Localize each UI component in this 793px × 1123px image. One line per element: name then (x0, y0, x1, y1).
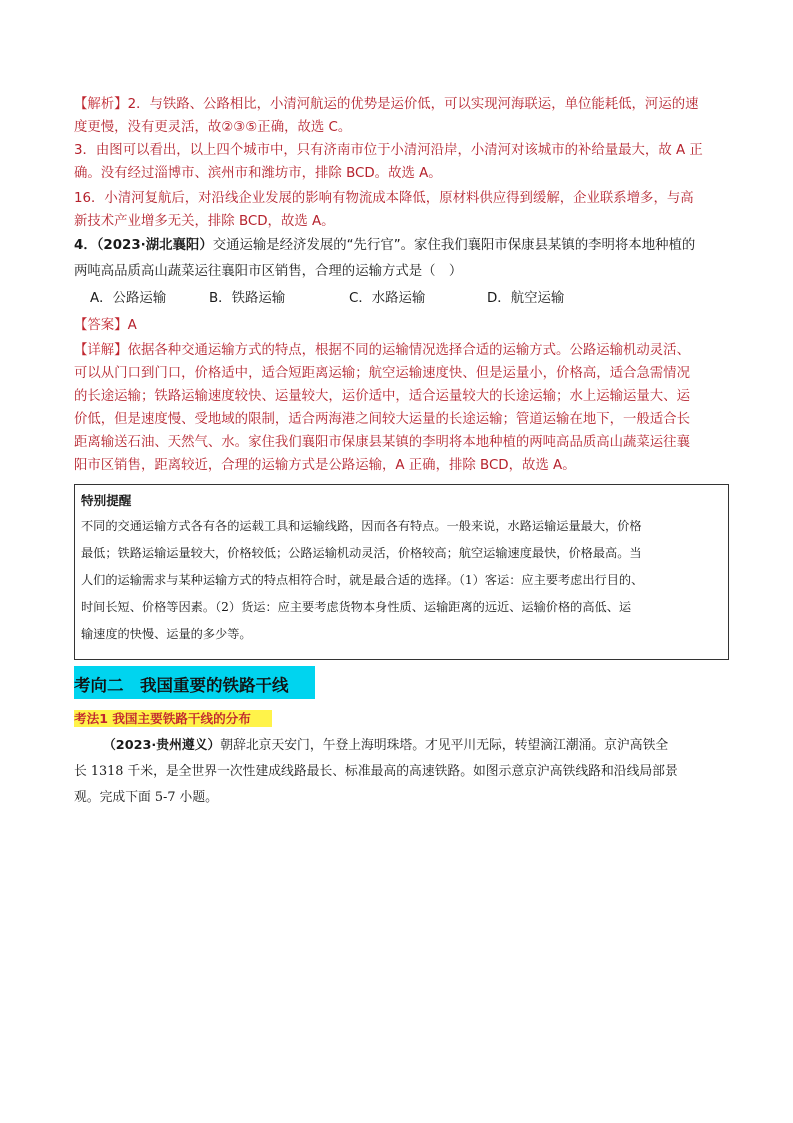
detail-line-6: 阳市区销售，距离较近，合理的运输方式是公路运输，A 正确，排除 BCD，故选 A。 (74, 458, 576, 473)
analysis-line-1 (74, 95, 699, 115)
analysis-line-2: 度更慢，没有更灵活，故②③⑤正确，故选 C。 (74, 120, 352, 135)
note-title: 特别提醒 (81, 493, 132, 508)
analysis-line-4: 确。没有经过淄博市、滨州市和潍坊市，排除 BCD。故选 A。 (74, 166, 442, 181)
answer-value: A (127, 318, 137, 333)
option-b: B．铁路运输 (209, 291, 286, 306)
section-question-source: （2023·贵州遵义） (103, 738, 221, 753)
note-line-5: 输速度的快慢、运量的多少等。 (81, 627, 252, 641)
detail-line-1 (74, 341, 690, 361)
section-question-line-3: 观。完成下面 5-7 小题。 (74, 790, 218, 805)
detail-line-3: 的长途运输；铁路运输速度较快、运量较大，运价适中，适合运量较大的长途运输；水上运输运量大、运 (74, 389, 690, 404)
analysis-tag: 【解析】 (74, 97, 128, 112)
answer-line (74, 316, 137, 336)
note-line-1: 不同的交通运输方式各有各的运载工具和运输线路，因而各有特点。一般来说，水路运输运量最大，价格 (81, 519, 642, 533)
subheading-title: 考法1 我国主要铁路干线的分布 (74, 711, 251, 726)
special-reminder-box (74, 484, 729, 660)
option-a: A．公路运输 (90, 291, 167, 306)
analysis-line-3: 3．由图可以看出，以上四个城市中，只有济南市位于小清河沿岸，小清河对该城市的补给量最大，故 A 正 (74, 143, 703, 158)
detail-line-4: 价低，但是速度慢、受地域的限制，适合两海港之间较大运量的长途运输；管道运输在地下，一般适合长 (74, 412, 690, 427)
section-question-line-2: 长 1318 千米，是全世界一次性建成线路最长、标准最高的高速铁路。如图示意京沪高铁线路和沿线局部景 (74, 764, 678, 779)
question-stem-text: 交通运输是经济发展的“先行官”。家住我们襄阳市保康县某镇的李明将本地种植的 (212, 238, 696, 253)
analysis-text-1: 2．与铁路、公路相比，小清河航运的优势是运价低，可以实现河海联运，单位能耗低，河运的速 (127, 97, 699, 112)
question-source: （2023·湖北襄阳） (96, 238, 213, 253)
detail-line-2: 可以从门口到门口，价格适中，适合短距离运输；航空运输速度快、但是运量小，价格高，适合急需情况 (74, 366, 690, 381)
section-banner-title: 考向二 我国重要的铁路干线 (74, 676, 289, 695)
detail-text-1: 依据各种交通运输方式的特点，根据不同的运输情况选择合适的运输方式。公路运输机动灵活、 (127, 343, 690, 358)
detail-line-5: 距离输送石油、天然气、水。家住我们襄阳市保康县某镇的李明将本地种植的两吨高品质高山蔬菜运往襄 (74, 435, 690, 450)
answer-tag: 【答案】 (74, 318, 128, 333)
section-question-text-1: 朝辞北京天安门，午登上海明珠塔。才见平川无际，转望滴江潮涌。京沪高铁全 (220, 738, 669, 753)
analysis-line-6: 新技术产业增多无关，排除 BCD，故选 A。 (74, 214, 335, 229)
question-number: 4． (74, 238, 97, 253)
note-line-3: 人们的运输需求与某种运输方式的特点相符合时，就是最合适的选择。（1）客运：应主要考虑出行目的、 (81, 573, 644, 587)
analysis-line-5: 16．小清河复航后，对沿线企业发展的影响有物流成本降低，原材料供应得到缓解，企业联系增多，与高 (74, 191, 694, 206)
option-c: C．水路运输 (349, 291, 426, 306)
section-question-line-1 (103, 736, 668, 756)
note-line-2: 最低；铁路运输运量较大，价格较低；公路运输机动灵活，价格较高；航空运输速度最快，价格最高。当 (81, 546, 642, 560)
option-d: D．航空运输 (487, 291, 565, 306)
detail-tag: 【详解】 (74, 343, 128, 358)
note-line-4: 时间长短、价格等因素。（2）货运：应主要考虑货物本身性质、运输距离的远近、运输价格的高低、运 (81, 600, 632, 614)
subheading-highlight (74, 710, 272, 727)
section-banner (74, 666, 315, 699)
question-4-stem-1 (74, 236, 695, 256)
question-4-stem-2: 两吨高品质高山蔬菜运往襄阳市区销售，合理的运输方式是（ ） (74, 264, 463, 279)
